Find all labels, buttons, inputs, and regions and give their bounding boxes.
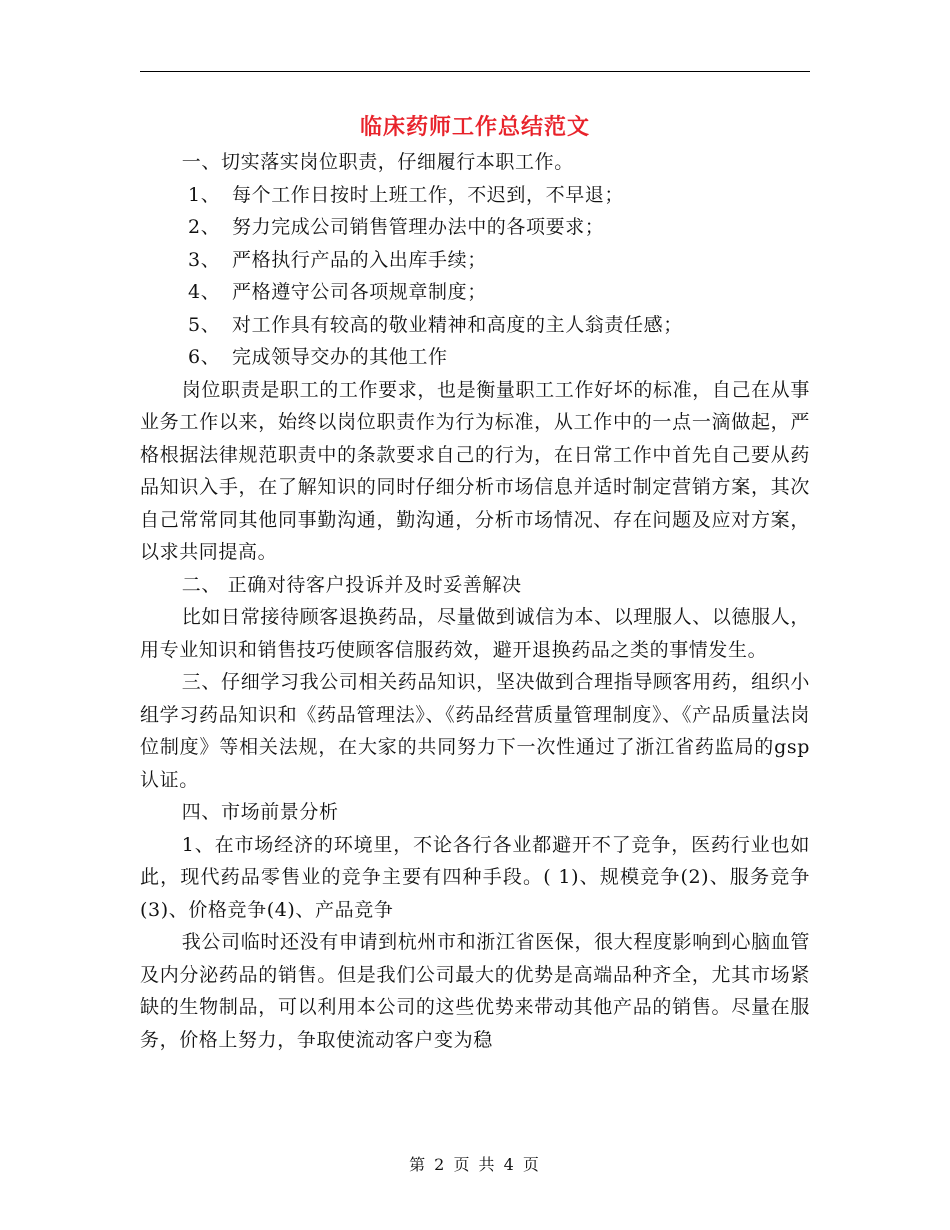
paragraph-company-status: 我公司临时还没有申请到杭州市和浙江省医保，很大程度影响到心脑血管及内分泌药品的销售。但是我们公司最大的优势是高端品种齐全，尤其市场紧缺的生物制品，可以利用本公司的这些优势来带动其他产品的销售。尽量在服务，价格上努力，争取使流动客户变为稳: [140, 931, 810, 1051]
list-item-number: 1、: [188, 183, 221, 206]
list-item-number: 5、: [188, 313, 221, 336]
list-item-text: 努力完成公司销售管理办法中的各项要求；: [232, 216, 605, 238]
list-item: [140, 309, 810, 342]
document-body: [140, 146, 810, 1056]
section-1-heading: 一、切实落实岗位职责，仔细履行本职工作。: [181, 151, 574, 173]
document-title: 临床药师工作总结范文: [359, 114, 590, 140]
paragraph-job-duties: 岗位职责是职工的工作要求，也是衡量职工工作好坏的标准，自己在从事业务工作以来，始终以岗位职责作为行为标准，从工作中的一点一滴做起，严格根据法律规范职责中的条款要求自己的行为，在日常工作中首先自己要从药品知识入手，在了解知识的同时仔细分析市场信息并适时制定营销方案，其次自己常常同其他同事勤沟通，勤沟通，分析市场情况、存在问题及应对方案，以求共同提高。: [140, 378, 810, 563]
paragraph-complaints: 比如日常接待顾客退换药品，尽量做到诚信为本、以理服人、以德服人，用专业知识和销售技巧使顾客信服药效，避开退换药品之类的事情发生。: [140, 606, 810, 661]
page-number: 第 2 页 共 4 页: [409, 1155, 541, 1174]
list-item: [140, 276, 810, 309]
list-item-text: 对工作具有较高的敬业精神和高度的主人翁责任感；: [232, 313, 683, 336]
section-4-heading: 四、市场前景分析: [181, 801, 339, 823]
paragraph-section-3: 三、仔细学习我公司相关药品知识，坚决做到合理指导顾客用药，组织小组学习药品知识和《药品管理法》、《药品经营质量管理制度》、《产品质量法岗位制度》等相关法规，在大家的共同努力下一次性通过了浙江省药监局的gsp认证。: [140, 671, 810, 791]
paragraph-competition: 1、在市场经济的环境里，不论各行各业都避开不了竞争，医药行业也如此，现代药品零售业的竞争主要有四种手段。( 1)、规模竞争(2)、服务竞争(3)、价格竞争(4)、产品竞争: [140, 833, 810, 921]
list-item: [140, 341, 810, 374]
list-item-text: 严格遵守公司各项规章制度；: [232, 281, 487, 303]
list-item-text: 严格执行产品的入出库手续；: [232, 248, 487, 271]
list-item: [140, 211, 810, 244]
list-item-text: 每个工作日按时上班工作，不迟到，不早退；: [232, 183, 625, 206]
list-item-number: 4、: [188, 281, 221, 303]
section-2-heading: 二、 正确对待客户投诉并及时妥善解决: [181, 573, 522, 596]
list-item-number: 3、: [188, 248, 221, 271]
list-item-text: 完成领导交办的其他工作: [232, 346, 448, 368]
list-item-number: 2、: [188, 216, 221, 238]
list-item: [140, 244, 810, 277]
header-rule: [140, 71, 810, 72]
list-item-number: 6、: [188, 346, 221, 368]
list-item: [140, 179, 810, 212]
